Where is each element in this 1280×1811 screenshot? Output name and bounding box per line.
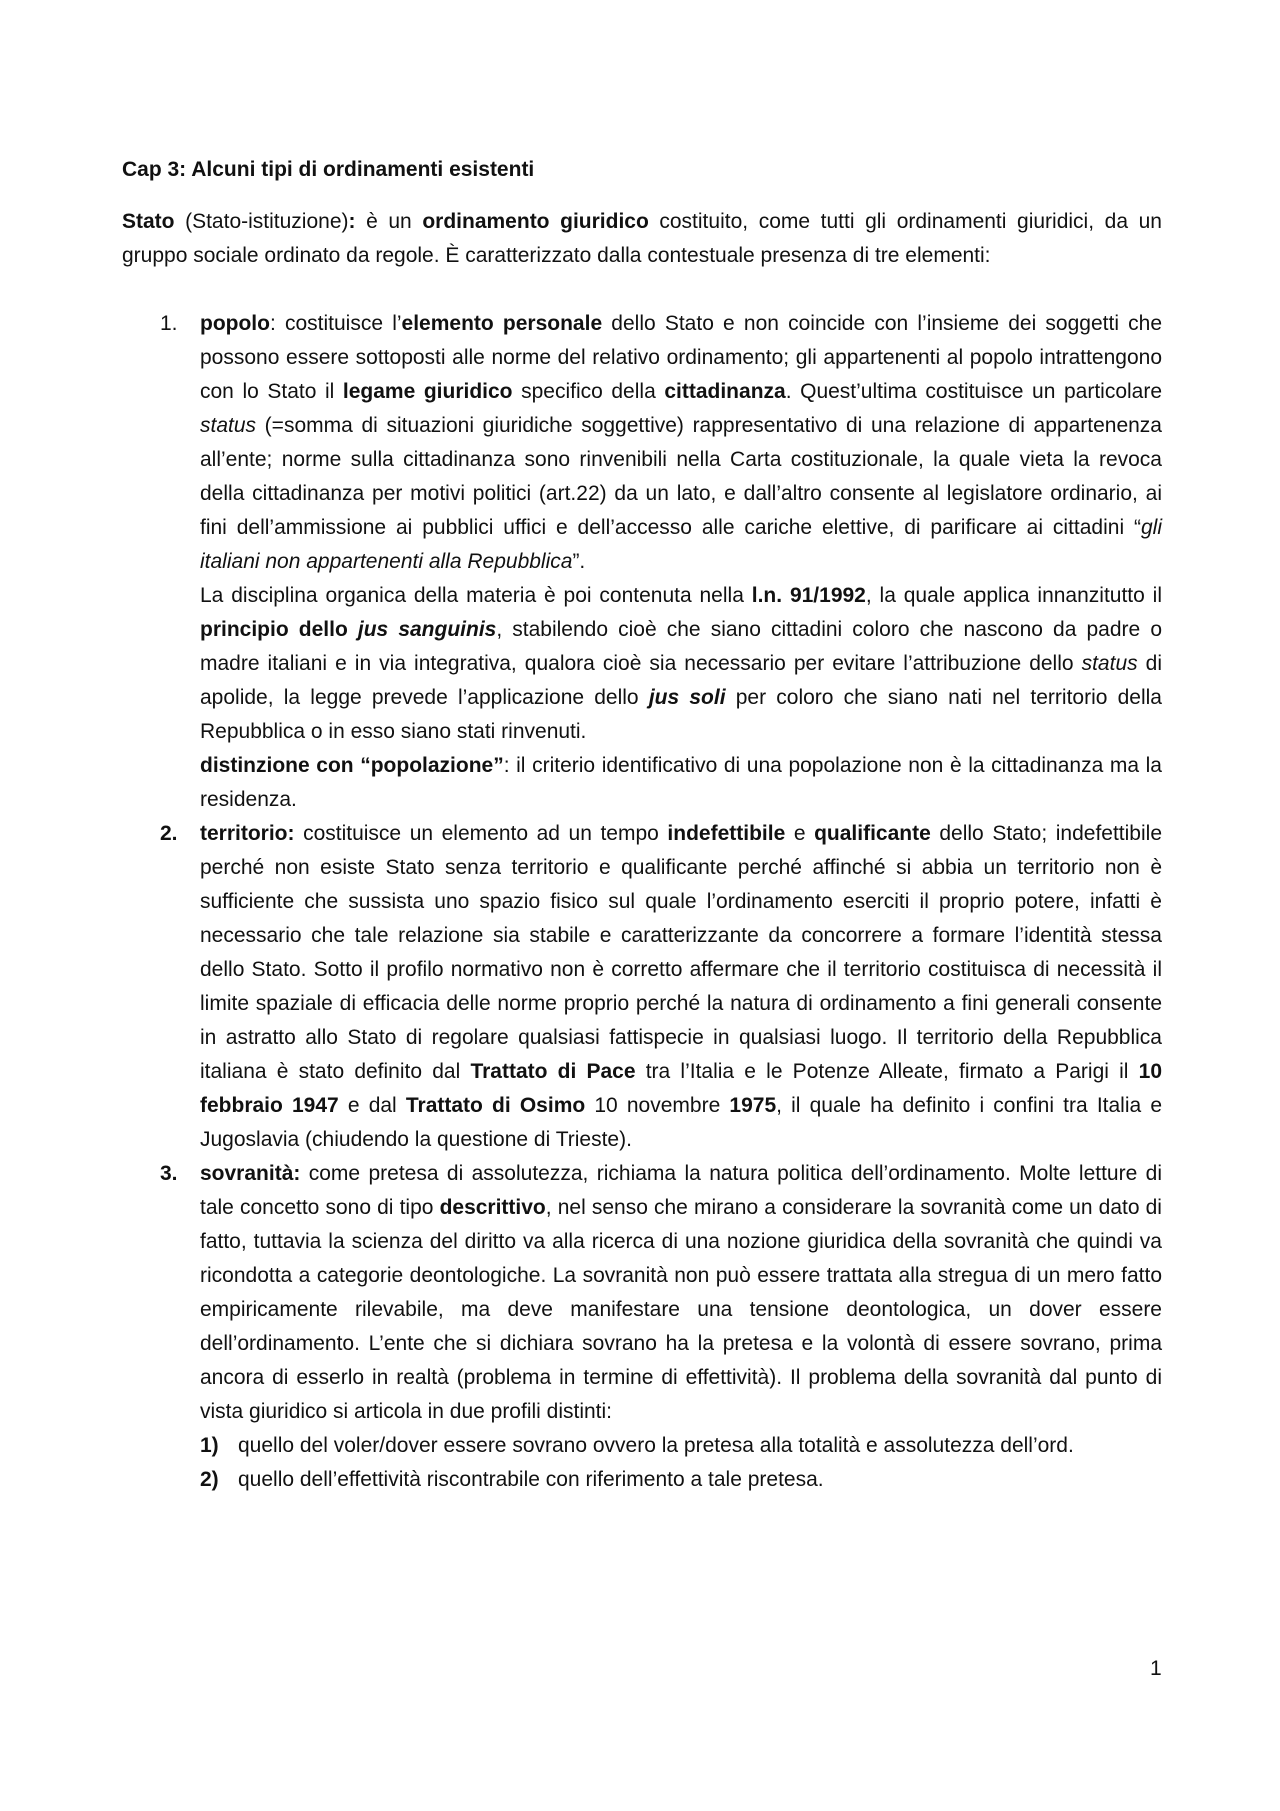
page-number: 1: [1150, 1657, 1162, 1680]
list-item-number: 3.: [160, 1162, 178, 1185]
list-item-sovranita: [122, 1157, 1162, 1497]
list-item-popolo: [122, 307, 1162, 817]
list-item-number: 1.: [160, 312, 178, 335]
sub-list-number: 2): [200, 1468, 219, 1491]
list-item-paragraph: popolo: costituisce l’elemento personale dello Stato e non coincide con l’insieme dei soggetti che possono essere sottoposti alle norme del relativo ordinamento; gli appartenenti al popolo intrattengono con lo Stato il legame giuridico specifico della cittadinanza. Quest’ultima costituisce un particolare status (=somma di situazioni giuridiche soggettive) rappresentativo di una relazione di appartenenza all’ente; norme sulla cittadinanza sono rinvenibili nella Carta costituzionale, la quale vieta la revoca della cittadinanza per motivi politici (art.22) da un lato, e dall’altro consente al legislatore ordinario, ai fini dell’ammissione ai pubblici uffici e dell’accesso alle cariche elettive, di parificare ai cittadini “gli italiani non appartenenti alla Repubblica”.: [200, 312, 1163, 573]
list-item-paragraph: sovranità: come pretesa di assolutezza, richiama la natura politica dell’ordinamento. Molte letture di tale concetto sono di tipo descrittivo, nel senso che mirano a considerare la sovranità come un dato di fatto, tuttavia la scienza del diritto va alla ricerca di una nozione giuridica della sovranità che quindi va ricondotta a categorie deontologiche. La sovranità non può essere trattata alla stregua di un mero fatto empiricamente rilevabile, ma deve manifestare una tensione deontologica, un dover essere dell’ordinamento. L’ente che si dichiara sovrano ha la pretesa e la volontà di essere sovrano, prima ancora di esserlo in realtà (problema in termine di effettività). Il problema della sovranità dal punto di vista giuridico si articola in due profili distinti:: [200, 1162, 1162, 1423]
elements-list: [122, 307, 1162, 1497]
list-item-number: 2.: [160, 822, 178, 845]
intro-keyword: ordinamento giuridico: [422, 210, 649, 233]
sub-list-item: 1) quello del voler/dover essere sovrano ovvero la pretesa alla totalità e assolutezza dell’ord.: [200, 1429, 1162, 1463]
intro-paragraph: Stato (Stato-istituzione): è un ordinamento giuridico costituito, come tutti gli ordinamenti giuridici, da un gruppo sociale ordinato da regole. È caratterizzato dalla contestuale presenza di tre elementi:: [122, 210, 1162, 267]
list-item-paragraph: La disciplina organica della materia è poi contenuta nella l.n. 91/1992, la quale applica innanzitutto il principio dello jus sanguinis, stabilendo cioè che siano cittadini coloro che nascono da padre o madre italiani e in via integrativa, qualora cioè sia necessario per evitare l’attribuzione dello status di apolide, la legge prevede l’applicazione dello jus soli per coloro che siano nati nel territorio della Repubblica o in esso siano stati rinvenuti.: [200, 584, 1163, 743]
sub-list-item: 2) quello dell’effettività riscontrabile con riferimento a tale pretesa.: [200, 1463, 1162, 1497]
intro-term: Stato: [122, 210, 175, 233]
sub-list-number: 1): [200, 1434, 219, 1457]
list-item-paragraph: territorio: costituisce un elemento ad un tempo indefettibile e qualificante dello Stato; indefettibile perché non esiste Stato senza territorio e qualificante perché affinché si abbia un territorio non è sufficiente che sussista uno spazio fisico sul quale l’ordinamento eserciti il proprio potere, infatti è necessario che tale relazione sia stabile e caratterizzante da concorrere a formare l’identità stessa dello Stato. Sotto il profilo normativo non è corretto affermare che il territorio costituisca di necessità il limite spaziale di efficacia delle norme proprio perché la natura di ordinamento a fini generali consente in astratto allo Stato di regolare qualsiasi fattispecie in qualsiasi luogo. Il territorio della Repubblica italiana è stato definito dal Trattato di Pace tra l’Italia e le Potenze Alleate, firmato a Parigi il 10 febbraio 1947 e dal Trattato di Osimo 10 novembre 1975, il quale ha definito i confini tra Italia e Jugoslavia (chiudendo la questione di Trieste).: [200, 822, 1163, 1151]
list-item-territorio: [122, 817, 1162, 1157]
list-item-paragraph: distinzione con “popolazione”: il criterio identificativo di una popolazione non è la cittadinanza ma la residenza.: [200, 754, 1162, 811]
page-title: Cap 3: Alcuni tipi di ordinamenti esistenti: [122, 158, 535, 181]
